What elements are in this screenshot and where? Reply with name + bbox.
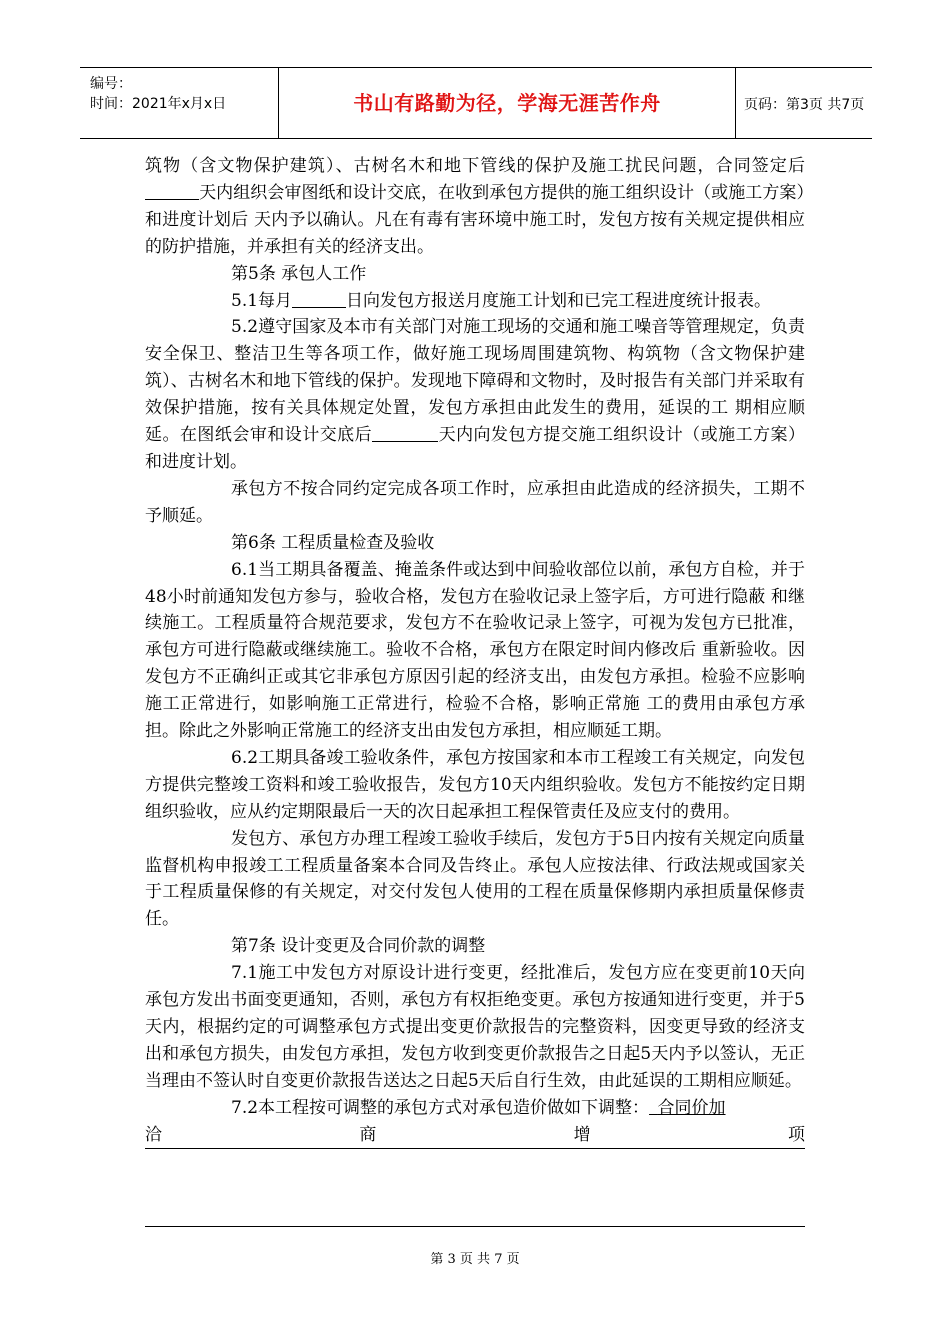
- header-meta-cell: [80, 68, 279, 138]
- fill-blank: [145, 181, 199, 200]
- underlined-last-line: [145, 1122, 805, 1149]
- clause-5-2: 5.2遵守国家及本市有关部门对施工现场的交通和施工噪音等管理规定，负责安全保卫、整洁卫生等各项工作，做好施工现场周围建筑物、构筑物（含文物保护建筑）、古树名木和地下管线的保护。发现地下障碍和文物时，及时报告有关部门并采取有效保护措施，按有关具体规定处置，发包方承担由此发生的费用，延误的工 期相应顺延。在图纸会审和设计交底后 天内向发包方提交施工组织设计（或施工方案）和进度计划。: [145, 317, 806, 472]
- last-line-char: 洽: [145, 1124, 162, 1145]
- paragraph-continuation: 筑物（含文物保护建筑）、古树名木和地下管线的保护及施工扰民问题，合同签定后天内组织会审图纸和设计交底，在收到承包方提供的施工组织设计（或施工方案）和进度计划后 天内予以确认。凡在有毒有害环境中施工时，发包方按有关规定提供相应的防护措施，并承担有关的经济支出。: [145, 156, 805, 257]
- footer-rule: [145, 1226, 805, 1227]
- last-line-char: 项: [787, 1124, 805, 1145]
- last-line-char: 商: [359, 1124, 377, 1145]
- clause-7-1: 7.1施工中发包方对原设计进行变更，经批准后，发包方应在变更前10天向承包方发出书面变更通知，否则，承包方有权拒绝变更。承包方按通知进行变更，并于5天内，根据约定的可调整承包方式提出变更价款报告的完整资料，因变更导致的经济支出和承包方损失，由发包方承担，发包方收到变更价款报告之日起5天内予以签认，无正当理由不签认时自变更价款报告送达之日起5天后自行生效，由此延误的工期相应顺延。: [145, 963, 805, 1091]
- section-7-title: 第7条 设计变更及合同价款的调整: [231, 936, 486, 957]
- document-number-label: 编号：: [90, 76, 132, 92]
- clause-5-3: 承包方不按合同约定完成各项工作时，应承担由此造成的经济损失，工期不予顺延。: [145, 478, 805, 526]
- document-body: [145, 153, 805, 1149]
- header-table: [80, 67, 872, 139]
- document-time-label: 时间：2021年x月x日: [90, 96, 227, 112]
- header-motto: 书山有路勤为径，学海无涯苦作舟: [353, 91, 661, 115]
- clause-6-2: 6.2工期具备竣工验收条件，承包方按国家和本市工程竣工有关规定，向发包方提供完整竣工资料和竣工验收报告，发包方10天内组织验收。发包方不能按约定日期组织验收，应从约定期限最后一天的次日起承担工程保管责任及应支付的费用。: [145, 747, 805, 822]
- clause-6-3: 发包方、承包方办理工程竣工验收手续后，发包方于5日内按有关规定向质量监督机构申报竣工工程质量备案本合同及告终止。承包人应按法律、行政法规或国家关于工程质量保修的有关规定，对交付发包人使用的工程在质量保修期内承担质量保修责任。: [145, 828, 805, 930]
- header-page-label: 页码：第3页 共7页: [744, 97, 865, 113]
- fill-blank: [372, 423, 438, 442]
- clause-6-1: 6.1当工期具备覆盖、掩盖条件或达到中间验收部位以前，承包方自检，并于48小时前通知发包方参与，验收合格，发包方在验收记录上签字后，方可进行隐蔽 和继续施工。工程质量符合规范要求，发包方不在验收记录上签字，可视为发包方已批准，承包方可进行隐蔽或继续施工。验收不合格，承包方在限定时间内修改后 重新验收。因发包方不正确纠正或其它非承包方原因引起的经济支出，由发包方承担。检验不应影响施工正常进行，如影响施工正常进行，检验不合格，影响正常施 工的费用由承包方承担。除此之外影响正常施工的经济支出由发包方承担，相应顺延工期。: [145, 559, 805, 742]
- footer-page-number: 第 3 页 共 7 页: [430, 1252, 520, 1267]
- header-motto-cell: [279, 68, 736, 138]
- underlined-fill: 合同价加: [657, 1097, 726, 1118]
- fill-blank: [292, 289, 346, 308]
- last-line-char: 增: [573, 1124, 591, 1145]
- section-5-title: 第5条 承包人工作: [231, 263, 367, 284]
- section-6-title: 第6条 工程质量检查及验收: [231, 532, 435, 553]
- clause-5-1: 5.1每月 日向发包方报送月度施工计划和已完工程进度统计报表。: [231, 290, 772, 311]
- header-page-cell: [736, 68, 872, 138]
- clause-7-2: 7.2本工程按可调整的承包方式对承包造价做如下调整： 合同价加: [231, 1097, 726, 1118]
